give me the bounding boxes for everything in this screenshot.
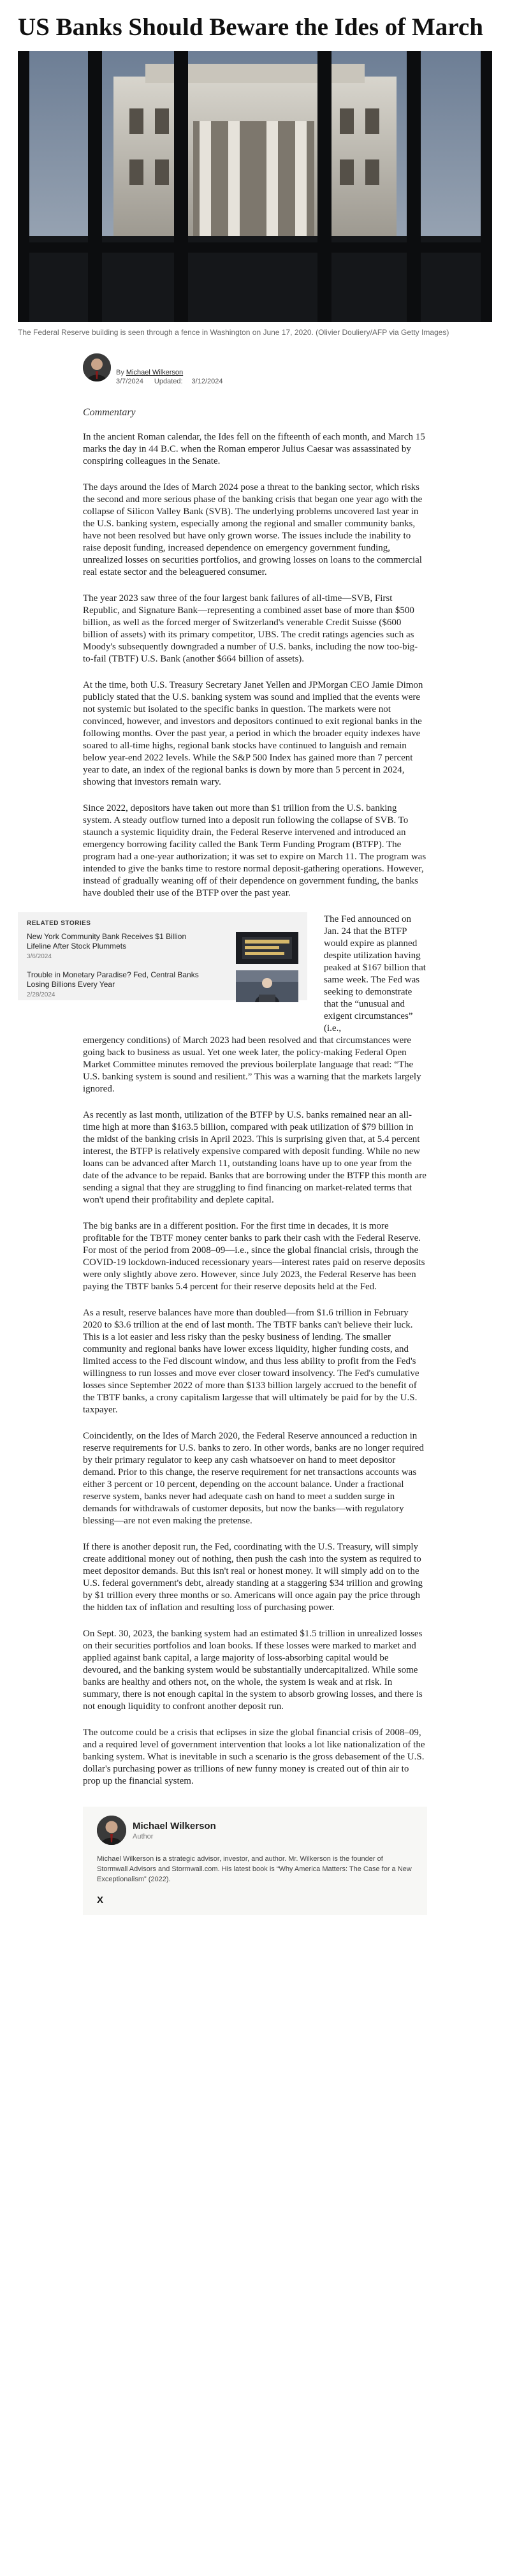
bank-sign-icon	[236, 932, 298, 964]
hero-caption: The Federal Reserve building is seen through a fence in Washington on June 17, 2020. (Olivier Douliery/AFP via Getty Images)	[18, 328, 449, 337]
author-card-name[interactable]: Michael Wilkerson	[133, 1820, 216, 1832]
paragraph: If there is another deposit run, the Fed, coordinating with the U.S. Treasury, will simply create additional money out of nothing, then push the cash into the system as required to meet depositor demands. But this isn't real or honest money. It will simply add on to the U.S. federal government's debt, already standing at a staggering $34 trillion and growing by $1 trillion every three months or so. Americans will once again pay the price through the hidden tax of inflation and resulting loss of purchasing power.	[83, 1542, 423, 1613]
paragraph: At the time, both U.S. Treasury Secretary Janet Yellen and JPMorgan CEO Jamie Dimon publicly stated that the U.S. banking system was sound and implied that the events were not systemic but isolated to the specific banks in question. The markets were not convinced, however, and investors and depositors continued to exit regional banks in the following months. Over the past year, a period in which the broader equity indexes have soared to all-time highs, regional bank stocks have continued to languish and remain below year-end 2022 levels. While the S&P 500 Index has gained more than 7 percent year to date, an index of the regional banks is down by more than 5 percent in 2024, showing that investors remain wary.	[83, 680, 423, 787]
related-story[interactable]	[27, 932, 298, 964]
federal-reserve-photo	[18, 51, 492, 322]
related-story[interactable]	[27, 970, 298, 1002]
paragraph: As a result, reserve balances have more than doubled—from $1.6 trillion in February 2020 to $3.6 trillion at the end of last month. The TBTF banks can't believe their luck. This is a lot easier and less risky than the pesky business of lending. The smaller community and regional banks have lower excess liquidity, higher funding costs, and limited access to the Fed discount window, and thus less ability to profit from the Fed's willingness to run losses and move ever closer toward insolvency. The Fed's cumulative losses since September 2022 of more than $133 billion largely accrued to the benefit of the TBTF banks, a crony capitalism largesse that will ultimately be paid for by the U.S. taxpayer.	[83, 1308, 419, 1415]
hero-image	[18, 51, 492, 322]
float-paragraph-column	[324, 914, 427, 1035]
author-portrait-icon	[97, 1816, 126, 1845]
related-story-thumbnail[interactable]	[236, 932, 298, 964]
related-stories-box	[18, 912, 307, 1000]
paragraph: Coincidently, on the Ides of March 2020, the Federal Reserve announced a reduction in reserve requirements for U.S. banks to zero. In other words, banks are no longer required by their primary regulator to keep any cash whatsoever on hand to meet depositor demand. Prior to this change, the reserve requirement for net transactions accounts was either 3 percent or 10 percent, depending on the account balance. Under a fractional reserve system, banks never had adequate cash on hand to meet a sudden surge in demands for withdrawals of customer deposits, but now the banks—with regulatory blessing—are not even making the pretense.	[83, 1431, 424, 1526]
section-kicker: Commentary	[83, 407, 136, 418]
published-date: 3/7/2024	[116, 378, 143, 385]
author-card-avatar[interactable]	[97, 1816, 126, 1845]
author-card-role: Author	[133, 1832, 154, 1840]
paragraph: In the ancient Roman calendar, the Ides fell on the fifteenth of each month, and March 15 marks the day in 44 B.C. when the Roman emperor Julius Caesar was assassinated by conspiring colleagues in the Senate.	[83, 432, 425, 466]
byline-prefix: By	[116, 369, 126, 376]
related-story-title[interactable]: New York Community Bank Receives $1 Billion Lifeline After Stock Plummets	[27, 932, 187, 951]
paragraph: The outcome could be a crisis that eclipses in size the global financial crisis of 2008–09, and a required level of government intervention that looks a lot like nationalization of the banking system. What is inevitable in such a scenario is the gross debasement of the U.S. dollar's purchasing power as trillions of new funny money is created out of thin air to prop up the financial system.	[83, 1728, 425, 1786]
author-portrait-icon	[83, 353, 111, 381]
paragraph: The Fed announced on Jan. 24 that the BTFP would expire as planned despite utilization having peaked at $167 billion that same week. The Fed was seeking to demonstrate that the “unusual and exigent circumstances” (i.e.,	[324, 914, 426, 1033]
related-story-thumbnail[interactable]	[236, 970, 298, 1002]
related-story-date: 2/28/2024	[27, 991, 55, 998]
related-stories-region	[27, 914, 427, 1035]
updated-label: Updated:	[154, 378, 183, 385]
paragraph: The big banks are in a different position. For the first time in decades, it is more profitable for the TBTF money center banks to park their cash with the Federal Reserve. For most of the period from 2008–09—i.e., since the global financial crisis, through the COVID-19 lockdown-induced recessionary years—interest rates paid on reserve deposits were only slightly above zero. However, since July 2023, the Federal Reserve has been paying the TBTF banks 5.4 percent for their reserve deposits held at the Fed.	[83, 1221, 425, 1292]
paragraph: The year 2023 saw three of the four largest bank failures of all-time—SVB, First Republic, and Signature Bank—representing a combined asset base of more than $500 billion, as well as the forced merger of Switzerland's venerable Credit Suisse ($600 billion of assets) with its primary competitor, UBS. The credit ratings agencies such as Moody's subsequently downgraded a number of U.S. banks, including the now too-big-to-fail (TBTF) U.S. Bank (another $664 billion of assets).	[83, 593, 418, 664]
byline	[83, 353, 492, 393]
headline: US Banks Should Beware the Ides of March	[18, 13, 483, 41]
paragraph: On Sept. 30, 2023, the banking system had an estimated $1.5 trillion in unrealized losses on their securities portfolios and loan books. If these losses were marked to market and applied against bank capital, a large majority of loss-absorbing capital would be devoured, and the banking system would be substantially undercapitalized. While some banks are healthy and others not, on the whole, the system is weak and at risk. In summary, there is not enough capital in the system to absorb growing losses, and there is not enough liquidity to confront another deposit run.	[83, 1629, 423, 1712]
page-bottom-spacer	[18, 1915, 492, 1960]
article-body	[27, 407, 427, 1788]
author-card	[83, 1807, 427, 1915]
paragraph: emergency conditions) of March 2023 had been resolved and that circumstances were going back to business as usual. Yet one week later, the policy-making Federal Open Market Committee minutes removed the previous boilerplate language that read: “The U.S. banking system is sound and resilient.” This was a warning that the markets largely ignored.	[83, 1035, 421, 1094]
author-avatar[interactable]	[83, 353, 111, 381]
updated-date: 3/12/2024	[191, 378, 223, 385]
related-heading: RELATED STORIES	[27, 920, 91, 927]
related-story-date: 3/6/2024	[27, 953, 52, 960]
author-link[interactable]: Michael Wilkerson	[126, 369, 184, 376]
paragraph: Since 2022, depositors have taken out more than $1 trillion from the U.S. banking system. A steady outflow turned into a deposit run following the collapse of SVB. To staunch a systemic liquidity drain, the Federal Reserve intervened and introduced an emergency borrowing facility called the Bank Term Funding Program (BTFP). The program had a one-year authorization; it was set to expire on March 11. The program was intended to give the banks time to restore normal deposit-gathering operations. However, instead of gradually weaning off of their dependence on government funding, the banks have doubled their use of the BTFP over the past year.	[83, 803, 426, 898]
paragraph: As recently as last month, utilization of the BTFP by U.S. banks remained near an all-time high at more than $163.5 billion, compared with peak utilization of $79 billion in the midst of the banking crisis in April 2023. This is surprising given that, at 5.4 percent interest, the BTFP is relatively expensive compared with deposit funding. While no new loans can be advanced after March 11, outstanding loans have up to one year from the date of the advance to be repaid. Banks that are borrowing under the BTFP this month are sending a signal that they are struggling to find financing on market-related terms that won't upend their profitability and deplete capital.	[83, 1110, 426, 1205]
paragraph: The days around the Ides of March 2024 pose a threat to the banking sector, which risks the second and more serious phase of the banking crisis that began one year ago with the collapse of Silicon Valley Bank (SVB). The underlying problems uncovered last year in the U.S. banking system, especially among the regional and smaller community banks, have not been resolved but have only grown worse. The issues include the inability to raise deposit funding, increased dependence on emergency government funding, unrealized losses on securities portfolios, and growing losses on loans to the commercial real estate sector and the beleaguered consumer.	[83, 482, 423, 577]
x-social-icon[interactable]: X	[97, 1895, 104, 1906]
author-bio: Michael Wilkerson is a strategic advisor, investor, and author. Mr. Wilkerson is the founder of Stormwall Advisors and Stormwall.com. His latest book is “Why America Matters: The Case for a New Exceptionalism” (2022).	[97, 1855, 412, 1883]
related-story-title[interactable]: Trouble in Monetary Paradise? Fed, Central Banks Losing Billions Every Year	[27, 970, 199, 989]
speaker-photo-icon	[236, 970, 298, 1002]
